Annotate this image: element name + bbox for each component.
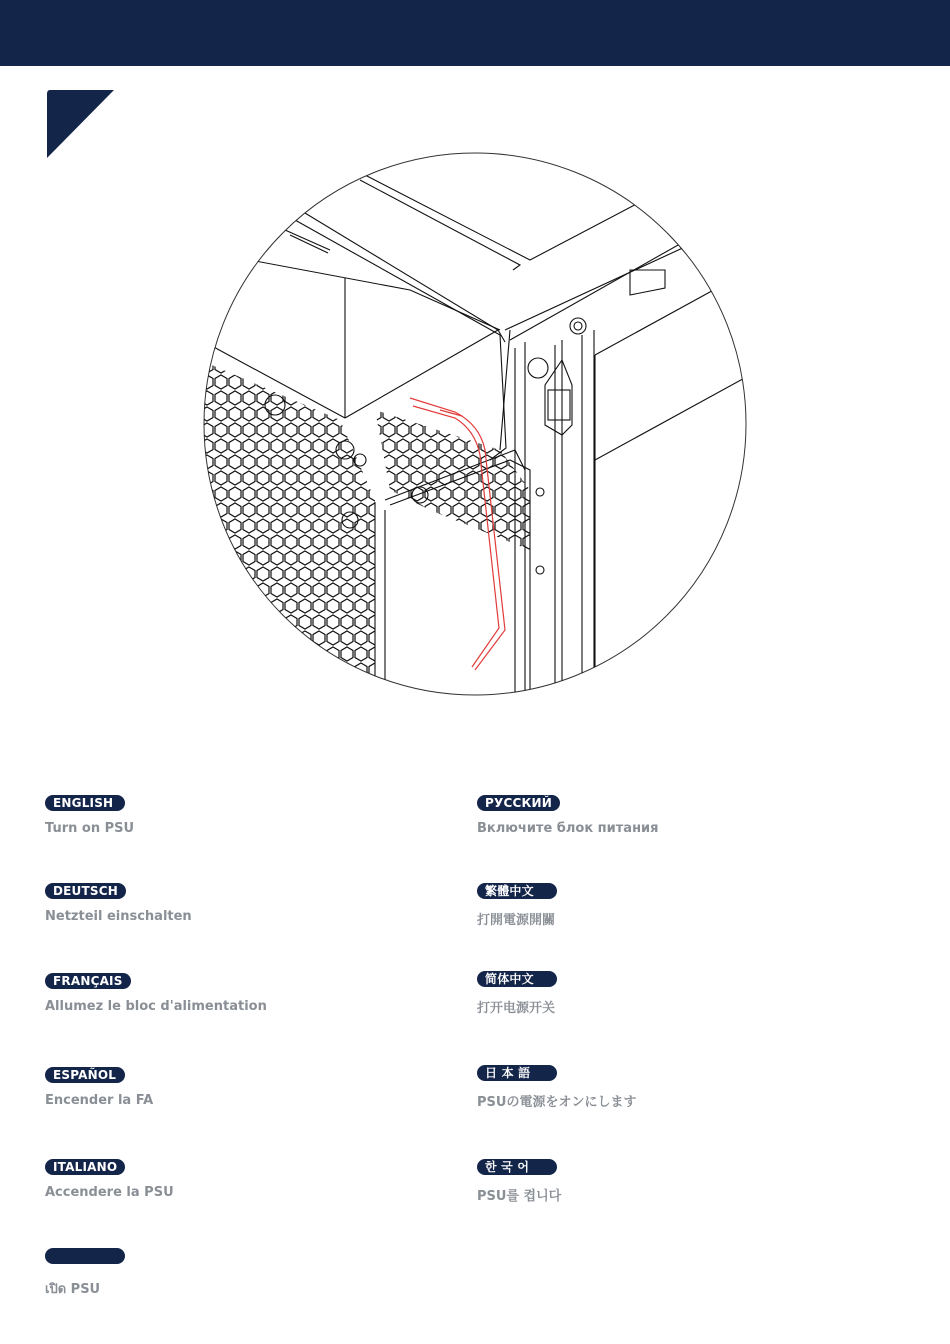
language-badge: FRANÇAIS xyxy=(45,973,131,989)
language-badge: 简体中文 xyxy=(477,971,557,987)
lang-block-traditional-chinese xyxy=(477,882,877,928)
lang-block-korean xyxy=(477,1158,877,1204)
instruction-text: Включите блок питания xyxy=(477,821,659,836)
instruction-text: Netzteil einschalten xyxy=(45,909,192,924)
instruction-text: Accendere la PSU xyxy=(45,1185,174,1200)
psu-switch-illustration xyxy=(200,150,750,698)
lang-block-simplified-chinese xyxy=(477,970,877,1016)
language-badge xyxy=(45,1248,125,1264)
language-badge: 한 국 어 xyxy=(477,1159,557,1175)
instruction-text: 打開電源開關 xyxy=(477,913,556,928)
language-badge: ESPAÑOL xyxy=(45,1067,125,1083)
instruction-text: เปิด PSU xyxy=(45,1282,101,1297)
lang-block-japanese xyxy=(477,1064,877,1110)
lang-block-thai xyxy=(45,1248,445,1299)
language-badge: 日 本 語 xyxy=(477,1065,557,1081)
language-badge: ENGLISH xyxy=(45,795,125,811)
lang-block-german xyxy=(45,882,445,924)
language-badge: РУССКИЙ xyxy=(477,795,560,811)
instruction-text: Allumez le bloc d'alimentation xyxy=(45,999,267,1014)
header-band xyxy=(0,0,950,66)
instruction-text: PSUの電源をオンにします xyxy=(477,1095,637,1110)
instruction-text: PSU를 켭니다 xyxy=(477,1189,562,1204)
lang-block-spanish xyxy=(45,1066,445,1108)
language-badge: 繁體中文 xyxy=(477,883,557,899)
language-badge: DEUTSCH xyxy=(45,883,126,899)
step-marker-icon xyxy=(44,88,116,160)
instruction-text: Turn on PSU xyxy=(45,821,135,836)
instruction-text: Encender la FA xyxy=(45,1093,154,1108)
lang-block-french xyxy=(45,972,445,1014)
lang-block-english xyxy=(45,794,445,836)
language-badge: ITALIANO xyxy=(45,1159,125,1175)
instruction-text: 打开电源开关 xyxy=(477,1001,556,1016)
lang-block-italian xyxy=(45,1158,445,1200)
lang-block-russian xyxy=(477,794,877,836)
